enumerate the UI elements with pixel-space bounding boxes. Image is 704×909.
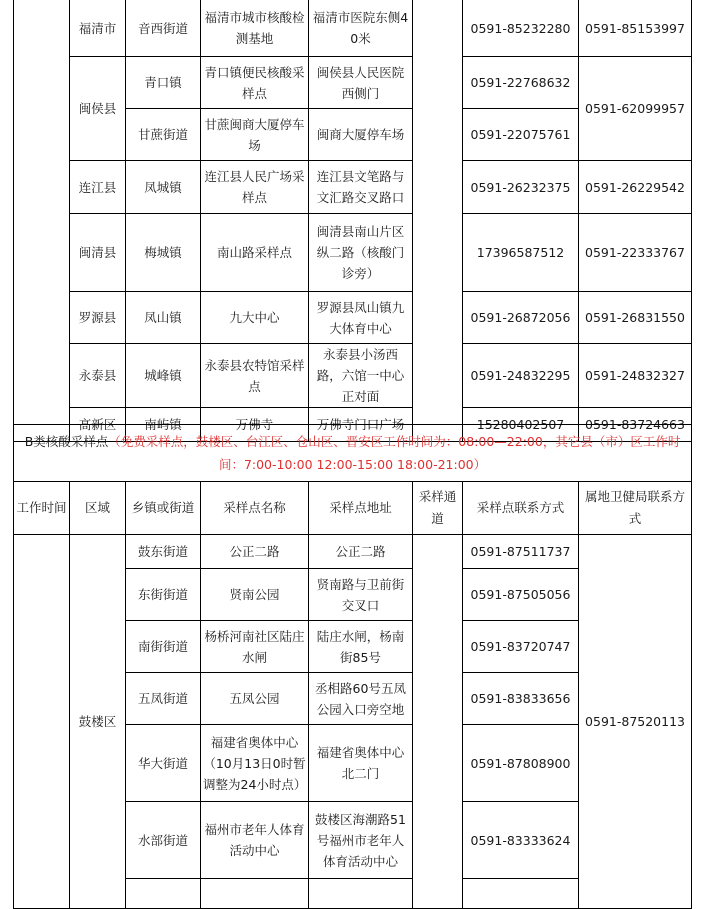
town-cell: 华大街道 — [126, 725, 201, 802]
district-cell: 连江县 — [70, 161, 126, 214]
phone-cell: 0591-22075761 — [463, 109, 579, 161]
header-channel: 采样通道 — [413, 482, 463, 535]
town-cell: 水部街道 — [126, 802, 201, 879]
phone-cell: 17396587512 — [463, 214, 579, 292]
channel-cell — [413, 0, 463, 442]
channel-cell — [413, 535, 463, 909]
town-cell: 青口镇 — [126, 57, 201, 109]
address-cell: 鼓楼区海潮路51号福州市老年人体育活动中心 — [309, 802, 413, 879]
bureau-cell: 0591-26831550 — [579, 292, 692, 344]
bureau-cell: 0591-83724663 — [579, 408, 692, 442]
upper-sites-table — [13, 0, 692, 442]
site-cell: 青口镇便民核酸采样点 — [201, 57, 309, 109]
town-cell: 城峰镇 — [126, 344, 201, 408]
header-work-time: 工作时间 — [14, 482, 70, 535]
section-b-note — [14, 425, 692, 482]
table-row — [14, 344, 692, 408]
header-phone: 采样点联系方式 — [463, 482, 579, 535]
site-cell: 南山路采样点 — [201, 214, 309, 292]
site-cell: 连江县人民广场采样点 — [201, 161, 309, 214]
town-cell: 南屿镇 — [126, 408, 201, 442]
section-b-prefix: B类核酸采样点 — [24, 434, 109, 449]
phone-cell: 0591-87505056 — [463, 569, 579, 621]
phone-cell: 0591-83833656 — [463, 673, 579, 725]
phone-cell: 0591-26232375 — [463, 161, 579, 214]
phone-cell: 15280402507 — [463, 408, 579, 442]
district-cell: 福清市 — [70, 0, 126, 57]
town-cell: 甘蔗街道 — [126, 109, 201, 161]
phone-cell: 0591-24832295 — [463, 344, 579, 408]
town-cell: 凤城镇 — [126, 161, 201, 214]
site-cell: 五凤公园 — [201, 673, 309, 725]
table-row — [14, 292, 692, 344]
address-cell: 福清市医院东侧40米 — [309, 0, 413, 57]
header-address: 采样点地址 — [309, 482, 413, 535]
phone-cell: 0591-87808900 — [463, 725, 579, 802]
address-cell: 万佛寺门口广场 — [309, 408, 413, 442]
table-row — [14, 0, 692, 57]
header-site: 采样点名称 — [201, 482, 309, 535]
bureau-cell: 0591-62099957 — [579, 57, 692, 161]
table-row — [14, 214, 692, 292]
phone-cell: 0591-26872056 — [463, 292, 579, 344]
address-cell: 贤南路与卫前街交叉口 — [309, 569, 413, 621]
site-cell: 福州市老年人体育活动中心 — [201, 802, 309, 879]
site-cell: 公正二路 — [201, 535, 309, 569]
section-note-row — [14, 425, 692, 482]
address-cell — [309, 879, 413, 909]
site-cell: 永泰县农特馆采样点 — [201, 344, 309, 408]
bureau-cell: 0591-22333767 — [579, 214, 692, 292]
bureau-cell: 0591-87520113 — [579, 535, 692, 909]
site-cell: 贤南公园 — [201, 569, 309, 621]
bureau-cell: 0591-85153997 — [579, 0, 692, 57]
address-cell: 闽清县南山片区纵二路（核酸门诊旁） — [309, 214, 413, 292]
address-cell: 永泰县小汤西路，六馆一中心正对面 — [309, 344, 413, 408]
phone-cell: 0591-83333624 — [463, 802, 579, 879]
header-town: 乡镇或街道 — [126, 482, 201, 535]
site-cell: 九大中心 — [201, 292, 309, 344]
town-cell: 梅城镇 — [126, 214, 201, 292]
header-bureau: 属地卫健局联系方式 — [579, 482, 692, 535]
table-row — [14, 161, 692, 214]
district-cell: 闽侯县 — [70, 57, 126, 161]
site-cell: 万佛寺 — [201, 408, 309, 442]
site-cell: 杨桥河南社区陆庄水闸 — [201, 621, 309, 673]
address-cell: 闽侯县人民医院西侧门 — [309, 57, 413, 109]
town-cell: 五凤街道 — [126, 673, 201, 725]
table-row — [14, 57, 692, 109]
gulou-sites-table — [13, 424, 692, 909]
phone-cell: 0591-22768632 — [463, 57, 579, 109]
section-b-hours: （免费采样点，鼓楼区、台江区、仓山区、晋安区工作时间为：08:00—22:00，其它县（市）区工作时间：7:00-10:00 12:00-15:00 18:00-21:00） — [108, 434, 681, 472]
town-cell: 音西街道 — [126, 0, 201, 57]
header-row — [14, 482, 692, 535]
bureau-cell: 0591-26229542 — [579, 161, 692, 214]
site-cell: 福清市城市核酸检测基地 — [201, 0, 309, 57]
address-cell: 福建省奥体中心北二门 — [309, 725, 413, 802]
work-time-cell — [14, 0, 70, 442]
town-cell — [126, 879, 201, 909]
site-cell — [201, 879, 309, 909]
bureau-cell: 0591-24832327 — [579, 344, 692, 408]
address-cell: 闽商大厦停车场 — [309, 109, 413, 161]
district-cell: 永泰县 — [70, 344, 126, 408]
header-district: 区域 — [70, 482, 126, 535]
address-cell: 公正二路 — [309, 535, 413, 569]
town-cell: 凤山镇 — [126, 292, 201, 344]
work-time-cell — [14, 535, 70, 909]
phone-cell — [463, 879, 579, 909]
town-cell: 南街街道 — [126, 621, 201, 673]
address-cell: 罗源县凤山镇九大体育中心 — [309, 292, 413, 344]
town-cell: 东街街道 — [126, 569, 201, 621]
phone-cell: 0591-83720747 — [463, 621, 579, 673]
address-cell: 丞相路60号五凤公园入口旁空地 — [309, 673, 413, 725]
district-cell: 罗源县 — [70, 292, 126, 344]
address-cell: 陆庄水闸，杨南街85号 — [309, 621, 413, 673]
district-cell: 闽清县 — [70, 214, 126, 292]
phone-cell: 0591-87511737 — [463, 535, 579, 569]
district-cell: 鼓楼区 — [70, 535, 126, 909]
town-cell: 鼓东街道 — [126, 535, 201, 569]
table-row — [14, 535, 692, 569]
address-cell: 连江县文笔路与文汇路交叉路口 — [309, 161, 413, 214]
site-cell: 福建省奥体中心（10月13日0时暂调整为24小时点） — [201, 725, 309, 802]
site-cell: 甘蔗闽商大厦停车场 — [201, 109, 309, 161]
phone-cell: 0591-85232280 — [463, 0, 579, 57]
district-cell: 高新区 — [70, 408, 126, 442]
